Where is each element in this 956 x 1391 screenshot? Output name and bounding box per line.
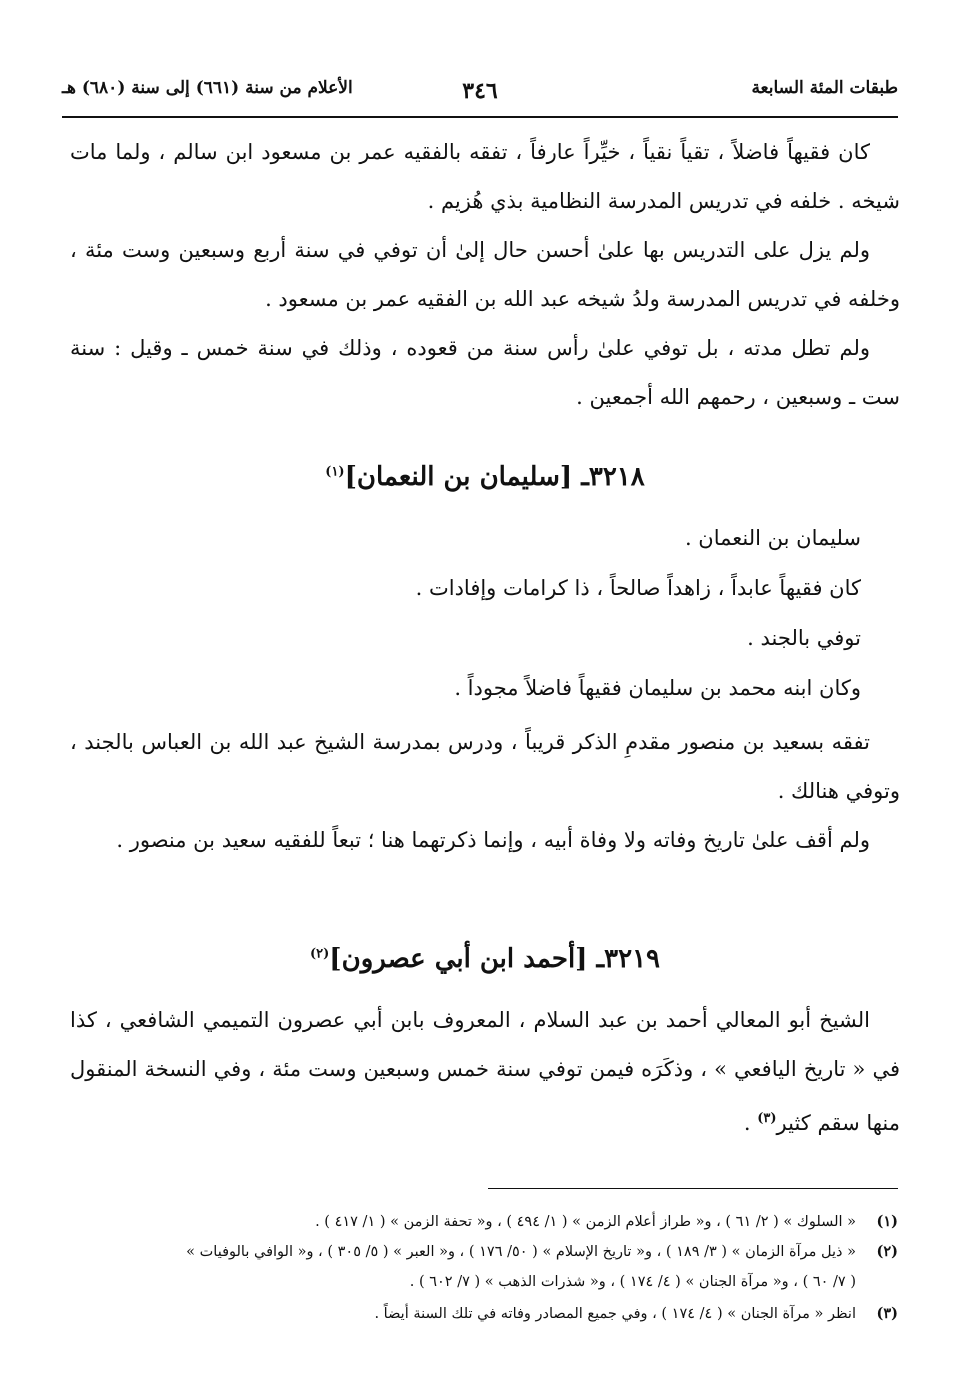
footnote-2 <box>70 1238 898 1266</box>
footnote-divider <box>488 1188 898 1189</box>
footnote-text: « ذيل مرآة الزمان » ( ٣/ ١٨٩ ) ، و« تاريخ الإسلام » ( ٥٠/ ١٧٦ ) ، و« العبر » ( ٥/ ٣٠٥ ) ، و« الوافي بالوفيات » <box>186 1244 856 1260</box>
header-section-title: طبقات المئة السابعة <box>751 78 898 98</box>
entry-1-line-4: وكان ابنه محمد بن سليمان فقيهاً فاضلاً مجوداً . <box>454 676 861 700</box>
header-volume-range: الأعلام من سنة (٦٦١) إلى سنة (٦٨٠) هـ <box>62 78 353 98</box>
header-divider <box>62 116 898 118</box>
entry-heading-3218 <box>70 462 900 492</box>
intro-paragraph-2: ولم يزل على التدريس بها علىٰ أحسن حال إلىٰ أن توفي في سنة أربع وسبعين وست مئة ، وخلفه في تدريس المدرسة ولدُ شيخه عبد الله بن الفقيه عمر بن مسعود . <box>70 238 900 311</box>
footnote-number: (٣) <box>876 1305 898 1322</box>
entry-2-text: الشيخ أبو المعالي أحمد بن عبد السلام ، المعروف بابن أبي عصرون التميمي الشافعي ، كذا في « تاريخ اليافعي » ، وذكَرَه فيمن توفي سنة خمس وسبعين وست مئة ، وفي النسخة المنقول منها سقم كثير <box>70 1008 900 1135</box>
entry-heading-text: ٣٢١٨ـ [سليمان بن النعمان] <box>344 462 645 492</box>
entry-2-paragraph <box>70 996 900 1148</box>
intro-paragraph-1: كان فقيهاً فاضلاً ، تقياً نقياً ، خيِّراً عارفاً ، تفقه بالفقيه عمر بن مسعود ابن سالم ، ولما مات شيخه . خلفه في تدريس المدرسة النظامية بذي هُزيم . <box>70 140 900 213</box>
footnote-text: « السلوك » ( ٢/ ٦١ ) ، و« طراز أعلام الزمن » ( ١/ ٤٩٤ ) ، و« تحفة الزمن » ( ١/ ٤١٧ ) . <box>315 1214 856 1230</box>
footnote-number: (٢) <box>876 1243 898 1260</box>
footnote-2-continuation: ( ٧/ ٦٠ ) ، و« مرآة الجنان » ( ٤/ ١٧٤ ) ، و« شذرات الذهب » ( ٧/ ٦٠٢ ) . <box>409 1274 856 1290</box>
entry-1-line-2: كان فقيهاً عابداً ، زاهداً صالحاً ، ذا كرامات وإفادات . <box>415 576 861 600</box>
footnote-number: (١) <box>876 1213 898 1230</box>
entry-1-paragraph-2: ولم أقف علىٰ تاريخ وفاته ولا وفاة أبيه ، وإنما ذكرتهما هنا ؛ تبعاً للفقيه سعيد بن منصور . <box>116 828 870 852</box>
footnote-ref: (٣) <box>757 1111 777 1126</box>
footnote-3 <box>70 1300 898 1328</box>
entry-1-paragraph-1: تفقه بسعيد بن منصور مقدمِ الذكر قريباً ، ودرس بمدرسة الشيخ عبد الله بن العباس بالجند ، وتوفي هنالك . <box>70 730 900 803</box>
intro-paragraph-3: ولم تطل مدته ، بل توفي علىٰ رأس سنة من قعوده ، وذلك في سنة خمس ـ وقيل : سنة ست ـ وسبعين ، رحمهم الله أجمعين . <box>70 336 900 409</box>
page-number: ٣٤٦ <box>462 78 498 104</box>
entry-heading-text: ٣٢١٩ـ [أحمد ابن أبي عصرون] <box>329 944 660 974</box>
footnote-ref: (١) <box>325 464 345 480</box>
entry-1-line-3: توفي بالجند . <box>747 626 861 650</box>
footnote-1 <box>70 1208 898 1236</box>
running-header <box>62 78 898 112</box>
entry-2-end: . <box>743 1111 758 1135</box>
entry-1-line-1: سليمان بن النعمان . <box>684 526 861 550</box>
footnote-text: انظر « مرآة الجنان » ( ٤/ ١٧٤ ) ، وفي جميع المصادر وفاته في تلك السنة أيضاً . <box>374 1306 856 1322</box>
entry-heading-3219 <box>70 944 900 974</box>
footnote-ref: (٢) <box>310 946 330 962</box>
